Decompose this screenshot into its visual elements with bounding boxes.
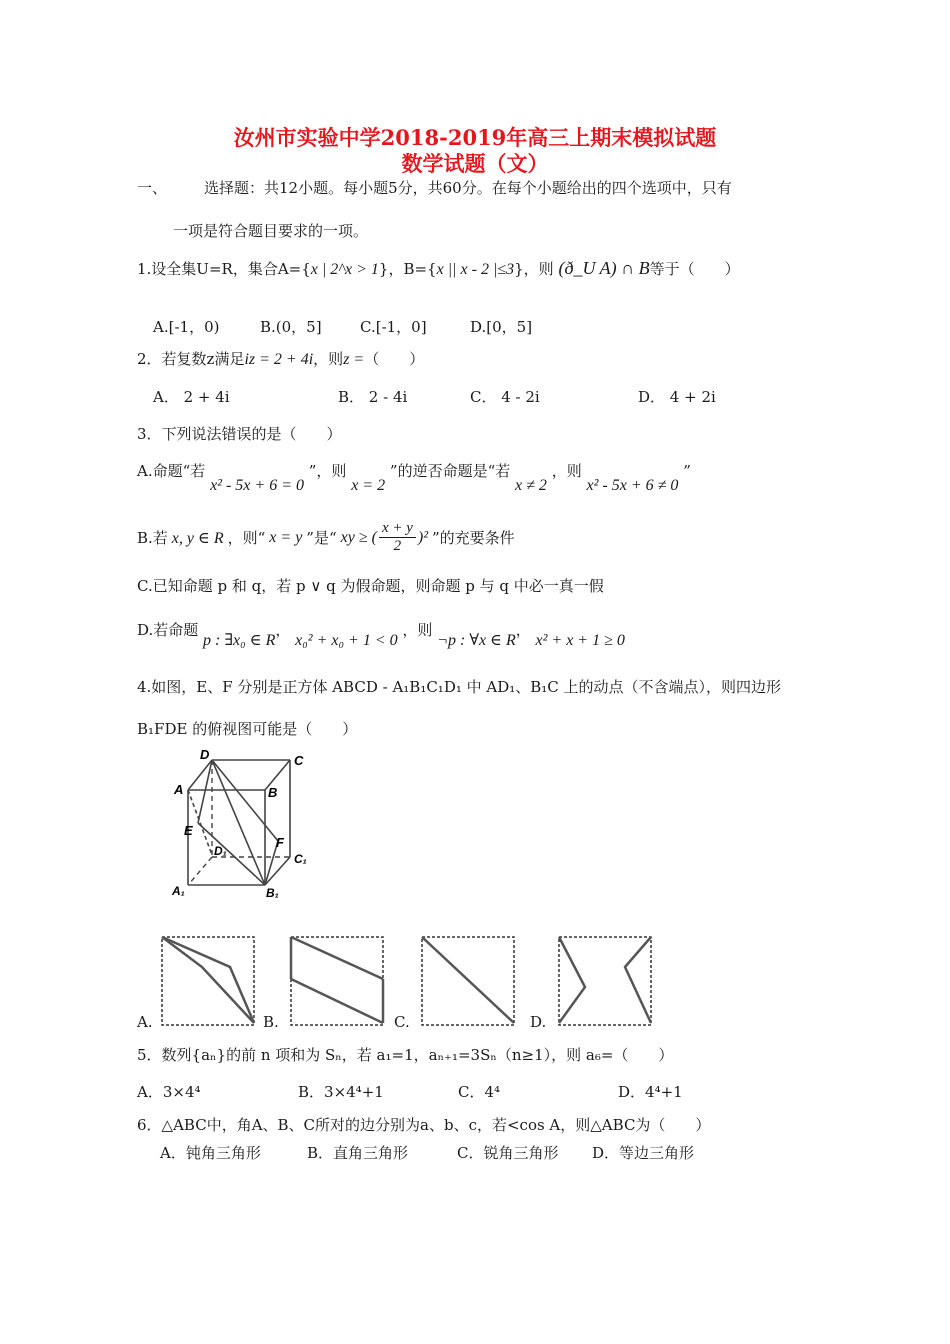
cube-label-c: C [294,753,304,768]
q5-option-a: A．3×4⁴ [137,1083,201,1101]
section-instructions: 选择题：共12小题。每小题5分，共60分。在每个小题给出的四个选项中，只有 [204,179,732,197]
q4-option-b-label: B. [263,1013,279,1031]
q4-option-c-figure [420,935,516,1027]
q6-option-d: D．等边三角形 [592,1144,695,1162]
cube-label-f: F [276,835,284,850]
section-number: 一、 [137,179,168,197]
q3-option-a: A.命题“若 x² - 5x + 6 = 0 ”，则 x = 2 ”的逆否命题是“若 x ≠ 2 ，则 x² - 5x + 6 ≠ 0 ” [137,462,691,494]
section-instructions-cont: 一项是符合题目要求的一项。 [173,222,369,240]
question-5: 5．数列{aₙ}的前 n 项和为 Sₙ，若 a₁=1，aₙ₊₁=3Sₙ（n≥1），则 a₆=（ ） [137,1046,674,1064]
q5-option-c: C．4⁴ [458,1083,501,1101]
question-1: 1.设全集U=R，集合A={x | 2^x > 1}，B={x || x - 2 |≤3}，则 (ð_U A) ∩ B等于（ ） [137,258,740,278]
question-3: 3．下列说法错误的是（ ） [137,425,342,443]
question-4-cont: B₁FDE 的俯视图可能是（ ） [137,720,358,738]
fraction: x + y 2 [379,520,416,555]
q4-option-a-label: A. [137,1013,153,1031]
q4-option-d-figure [557,935,653,1027]
cube-label-d: D [200,747,210,762]
q1-option-b: B.(0，5] [260,318,322,336]
q3-option-b: B.若 x, y ∈ R ，则“ x = y ”是“ xy ≥ ( x + y 2 )² ”的充要条件 [137,520,515,554]
q4-option-a-figure [160,935,256,1027]
q5-option-b: B．3×4⁴+1 [298,1083,384,1101]
q1-option-a: A.[-1，0) [153,318,220,336]
q6-option-b: B．直角三角形 [307,1144,409,1162]
q3-option-c: C.已知命题 p 和 q，若 p ∨ q 为假命题，则命题 p 与 q 中必一真一假 [137,577,604,595]
cube-label-a1: A₁ [172,884,185,898]
question-2: 2．若复数z满足iz = 2 + 4i，则z =（ ） [137,350,425,368]
q1-option-c: C.[-1，0] [360,318,427,336]
question-4: 4.如图，E、F 分别是正方体 ABCD - A₁B₁C₁D₁ 中 AD₁、B₁C 上的动点（不含端点），则四边形 [137,678,782,696]
q2-option-b: B． 2 - 4i [338,388,408,406]
cube-figure [160,745,330,910]
page-title: 汝州市实验中学2018-2019年高三上期末模拟试题 [233,125,717,150]
page-subtitle: 数学试题（文） [401,151,549,176]
q1-option-d: D.[0，5] [470,318,533,336]
q2-option-d: D． 4 + 2i [638,388,716,406]
q2-option-c: C． 4 - 2i [470,388,540,406]
q4-option-c-label: C. [394,1013,410,1031]
q5-option-d: D．4⁴+1 [618,1083,683,1101]
q3-option-d: D.若命题 p : ∃x₀ ∈ R， x₀² + x₀ + 1 < 0 ，则 ¬p : ∀x ∈ R， x² + x + 1 ≥ 0 [137,621,625,649]
cube-label-d1: D₁ [214,844,227,858]
cube-label-c1: C₁ [294,852,307,866]
question-6: 6．△ABC中，角A、B、C所对的边分别为a、b、c，若<cos A，则△ABC为（ ） [137,1116,711,1134]
q4-option-d-label: D. [530,1013,547,1031]
q2-option-a: A． 2 + 4i [153,388,230,406]
cube-label-e: E [184,823,193,838]
cube-label-b: B [268,785,278,800]
cube-label-a: A [174,782,184,797]
cube-label-b1: B₁ [266,886,279,900]
q4-option-b-figure [289,935,385,1027]
q6-option-c: C．锐角三角形 [457,1144,559,1162]
q6-option-a: A．钝角三角形 [160,1144,261,1162]
